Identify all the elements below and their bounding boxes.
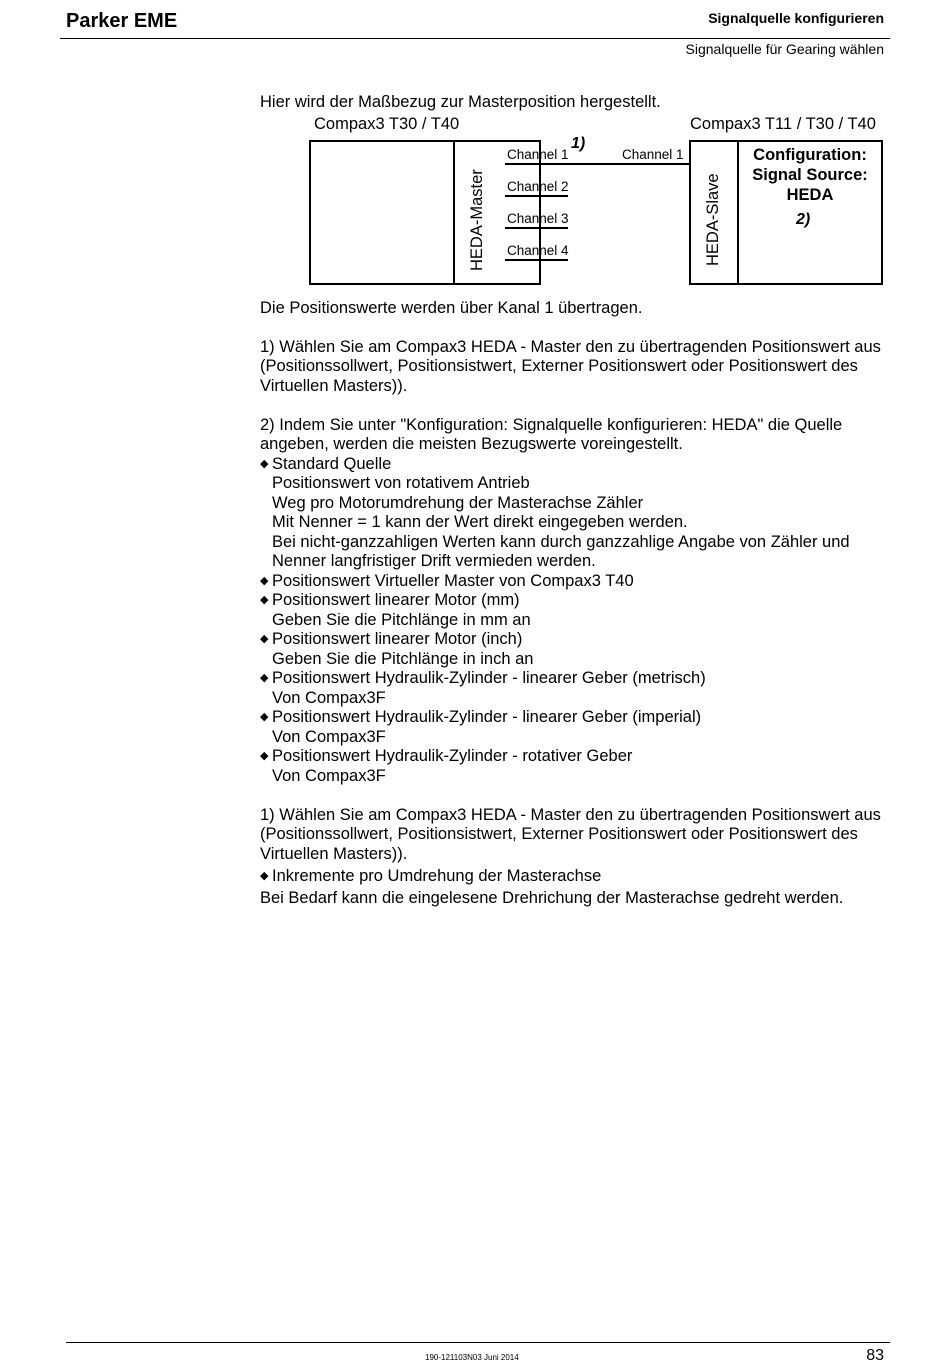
bullet-title: Positionswert Hydraulik-Zylinder - rotativer Geber (272, 747, 633, 765)
bullet-item (260, 708, 890, 747)
right-device-label: Compax3 T11 / T30 / T40 (690, 115, 876, 133)
bullet-title: Positionswert Hydraulik-Zylinder - linearer Geber (imperial) (272, 708, 702, 726)
bullet-line: Mit Nenner = 1 kann der Wert direkt eingegeben werden. (272, 513, 688, 531)
bullet-line: Von Compax3F (272, 727, 386, 746)
bullet-line: Geben Sie die Pitchlänge in inch an (272, 649, 534, 668)
bullet-title: Positionswert Virtueller Master von Compax3 T40 (272, 571, 634, 590)
bullet-item (260, 747, 890, 786)
bullet-item (260, 572, 890, 592)
diamond-bullet-icon: ◆ (260, 750, 269, 762)
slave-channel-label: Channel 1 (622, 147, 684, 162)
bullet-title: Inkremente pro Umdrehung der Masterachse (272, 867, 602, 885)
heda-slave-label: HEDA-Slave (704, 173, 722, 266)
diamond-bullet-icon: ◆ (260, 594, 269, 606)
bullet-line: Von Compax3F (272, 688, 386, 707)
left-device-label: Compax3 T30 / T40 (314, 115, 460, 133)
bullet-item (260, 669, 890, 708)
subsection-title: Signalquelle für Gearing wählen (685, 41, 884, 57)
diamond-bullet-icon: ◆ (260, 870, 269, 882)
channel-1-label: Channel 1 (507, 147, 569, 162)
document-id: 190-121103N03 Juni 2014 (425, 1353, 519, 1362)
diamond-bullet-icon: ◆ (260, 457, 269, 470)
bullet-line: Von Compax3F (272, 766, 386, 785)
bullet-line: Bei nicht-ganzzahligen Werten kann durch ganzzahlige Angabe von Zähler und Nenner langfristiger Drift vermieden werden. (272, 532, 850, 570)
diagram-lines (300, 113, 900, 303)
section-title: Signalquelle konfigurieren (708, 10, 884, 26)
diamond-bullet-icon: ◆ (260, 574, 269, 587)
bullet-title: Standard Quelle (272, 454, 392, 473)
note1-text: 1) Wählen Sie am Compax3 HEDA - Master den zu übertragenden Positionswert aus (Positionssollwert, Positionsistwert, Externer Positionswert oder Positionswert des Virtuellen Masters)). (260, 337, 881, 395)
channel-4-label: Channel 4 (507, 243, 569, 258)
header-divider (60, 38, 890, 39)
heda-master-label: HEDA-Master (468, 169, 486, 271)
bullet-line: Weg pro Motorumdrehung der Masterachse Zähler (272, 493, 644, 512)
note-2-marker: 2) (796, 211, 811, 228)
diamond-bullet-icon: ◆ (260, 633, 269, 645)
bullet-title: Positionswert Hydraulik-Zylinder - linearer Geber (metrisch) (272, 669, 706, 687)
bullet-item (260, 630, 890, 669)
config-line: HEDA (786, 186, 834, 204)
note1-repeat-text: 1) Wählen Sie am Compax3 HEDA - Master den zu übertragenden Positionswert aus (Positionssollwert, Positionsistwert, Externer Positionswert oder Positionswert des Virtuellen Masters)). (260, 805, 881, 863)
transfer-text: Die Positionswerte werden über Kanal 1 übertragen. (260, 298, 643, 317)
config-line: Signal Source: (752, 166, 868, 184)
bullet-item (260, 867, 890, 887)
bullet-line: Geben Sie die Pitchlänge in mm an (272, 610, 531, 629)
brand-title: Parker EME (66, 10, 178, 32)
footer-divider (66, 1342, 890, 1343)
bullet-item (260, 591, 890, 630)
diamond-bullet-icon: ◆ (260, 672, 269, 684)
bullet-title: Positionswert linearer Motor (inch) (272, 630, 523, 648)
master-box (310, 141, 540, 284)
note-1-marker: 1) (571, 135, 586, 152)
intro-text: Hier wird der Maßbezug zur Masterposition hergestellt. (260, 93, 661, 111)
diamond-bullet-icon: ◆ (260, 711, 269, 723)
note2-text: 2) Indem Sie unter "Konfiguration: Signalquelle konfigurieren: HEDA" die Quelle angeben, werden die meisten Bezugswerte voreingestellt. (260, 415, 843, 453)
bullet-item (260, 455, 890, 572)
channel-2-label: Channel 2 (507, 179, 569, 194)
channel-3-label: Channel 3 (507, 211, 569, 226)
closing-text: Bei Bedarf kann die eingelesene Drehrichung der Masterachse gedreht werden. (260, 888, 844, 907)
bullet-title: Positionswert linearer Motor (mm) (272, 591, 520, 609)
page-number: 83 (866, 1347, 884, 1364)
bullet-line: Positionswert von rotativem Antrieb (272, 474, 530, 492)
heda-diagram (300, 113, 900, 303)
config-line: Configuration: (753, 146, 867, 164)
configuration-text (742, 145, 878, 205)
